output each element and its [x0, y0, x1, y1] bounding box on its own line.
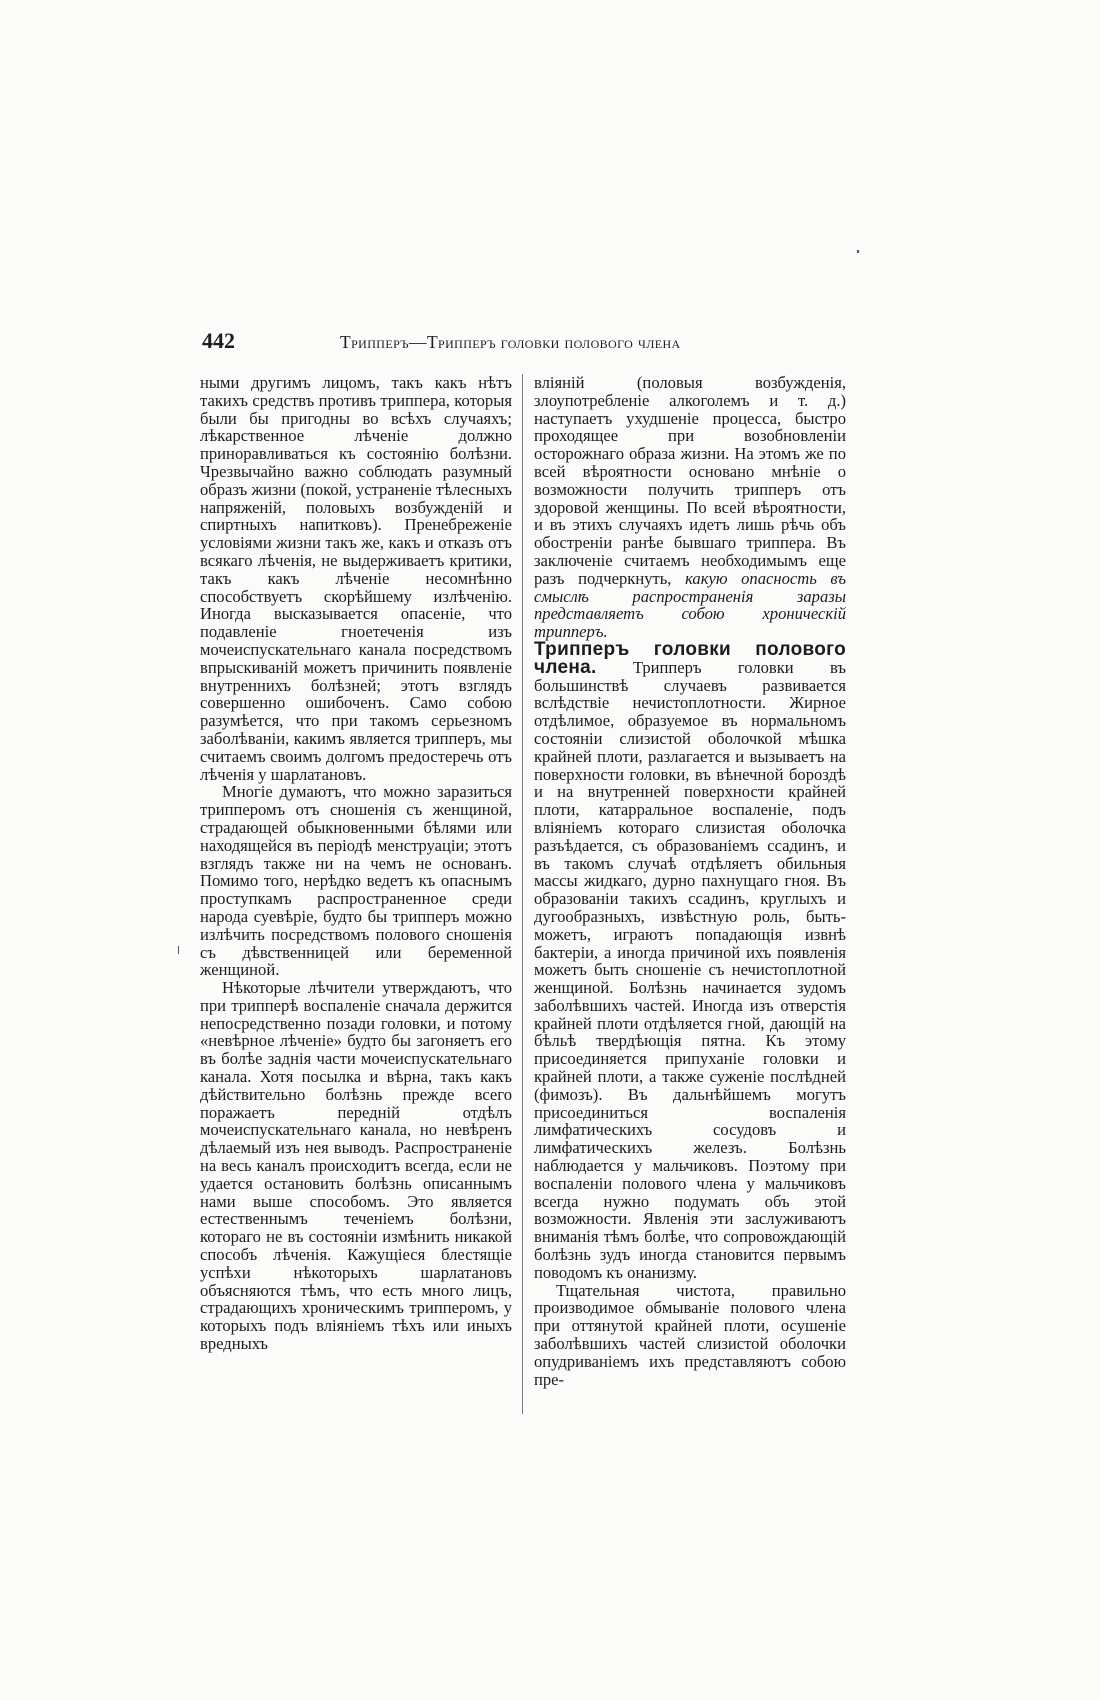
- paragraph-text: Трипперъ головки въ большинствѣ случаевъ развивается вслѣдствіе нечистоплотности. Жирное отдѣлимое, образуемое въ нормальномъ состояніи слизистой оболочкой мѣшка крайней плоти, разлагается и вызываетъ на поверхности головки, въ вѣнечной бороздѣ и на внутренней поверхности крайней плоти, катарральное воспаленіе, подъ вліяніемъ котораго слизистая оболочка разъѣдается, съ образованіемъ ссадинъ, и въ такомъ случаѣ отдѣляетъ обильныя массы жидкаго, дурно пахнущаго гноя. Въ образованіи такихъ ссадинъ, круглыхъ и дугообразныхъ, извѣстную роль, быть-можетъ, играютъ попадающія извнѣ бактеріи, а иногда причиной ихъ появленія можетъ быть сношеніе съ нечистоплотной женщиной. Болѣзнь начинается зудомъ заболѣвшихъ частей. Иногда изъ отверстія крайней плоти отдѣляется гной, дающій на бѣльѣ твердѣющія пятна. Къ этому присоединяется припуханіе головки и крайней плоти, а также суженіе послѣдней (фимозъ). Въ дальнѣйшемъ могутъ присоединиться воспаленія лимфатическихъ сосудовъ и лимфатическихъ железъ. Болѣзнь наблюдается у мальчиковъ. Поэтому при воспаленіи полового члена у мальчиковъ всегда нужно подумать объ этой возможности. Явленія эти заслуживаютъ вниманія тѣмъ болѣе, что сопровождающій болѣзнь зудъ иногда становится первымъ поводомъ къ онанизму.: [534, 657, 846, 1282]
- paragraph: Тщательная чистота, правильно производимое обмываніе полового члена при оттянутой крайней плоти, осушеніе заболѣвшихъ частей слизистой оболочки опудриваніемъ ихъ представляютъ собою пре-: [534, 1280, 846, 1389]
- paragraph: [534, 638, 846, 1282]
- column-divider: [522, 374, 523, 1414]
- section-heading: Трипперъ головки полового члена.: [534, 638, 846, 678]
- running-head: Трипперъ—Трипперъ головки полового члена: [340, 332, 681, 352]
- paragraph: Многіе думаютъ, что можно заразиться трипперомъ отъ сношенія съ женщиной, страдающей обыкновенными бѣлями или находящейся въ періодѣ менструаціи; этотъ взглядъ также ни на чемъ не основанъ. Помимо того, нерѣдко ведетъ къ опаснымъ проступкамъ распространенное среди народа суевѣріе, будто бы трипперъ можно излѣчить посредствомъ полового сношенія съ дѣвственницей или беременной женщиной.: [200, 782, 512, 980]
- left-column: [200, 374, 512, 1353]
- book-page: [200, 328, 845, 1418]
- right-column: [534, 374, 846, 1388]
- paragraph: [534, 374, 846, 641]
- page-header: [200, 328, 845, 358]
- scan-speck: [857, 250, 859, 253]
- paragraph-text: вліяній (половыя возбужденія, злоупотребленіе алкоголемъ и т. д.) наступаетъ ухудшеніе процесса, быстро проходящее при возобновленіи осторожнаго образа жизни. На этомъ же по всей вѣроятности основано мнѣніе о возможности получить трипперъ отъ здоровой женщины. По всей вѣроятности, и въ этихъ случаяхъ идетъ лишь рѣчь объ обостреніи ранѣе бывшаго триппера. Въ заключеніе считаемъ необходимымъ еще разъ подчеркнуть,: [534, 373, 846, 588]
- scan-speck: [178, 946, 179, 954]
- paragraph: ными другимъ лицомъ, такъ какъ нѣтъ такихъ средствъ противъ триппера, которыя были бы пригодны во всѣхъ случаяхъ; лѣкарственное лѣченіе должно приноравливаться къ состоянію болѣзни. Чрезвычайно важно соблюдать разумный образъ жизни (покой, устраненіе тѣлесныхъ напряженій, половыхъ возбужденій и спиртныхъ напитковъ). Пренебреженіе условіями жизни такъ же, какъ и отказъ отъ всякаго лѣченія, не выдерживаетъ критики, такъ какъ лѣченіе несомнѣнно способствуетъ скорѣйшему излѣченію. Иногда высказывается опасеніе, что подавленіе гноетеченія изъ мочеиспускательнаго канала посредствомъ впрыскиваній можетъ причинить появленіе внутреннихъ болѣзней; этотъ взглядъ совершенно ошибоченъ. Само собою разумѣется, что при такомъ серьезномъ заболѣваніи, какимъ является трипперъ, мы считаемъ своимъ долгомъ предостеречь отъ лѣченія у шарлатановъ.: [200, 373, 512, 784]
- page-number: 442: [202, 328, 235, 353]
- paragraph: Нѣкоторые лѣчители утверждаютъ, что при трипперѣ воспаленіе сначала держится непосредственно позади головки, и потому «невѣрное лѣченіе» будто бы загоняетъ его въ болѣе заднія части мочеиспускательнаго канала. Хотя посылка и вѣрна, такъ какъ дѣйствительно болѣзнь прежде всего поражаетъ передній отдѣлъ мочеиспускательнаго канала, но невѣренъ дѣлаемый изъ нея выводъ. Распространеніе на весь каналъ происходитъ всегда, если не удается остановить болѣзнь описаннымъ нами выше способомъ. Это является естественнымъ теченіемъ болѣзни, котораго не въ состояніи измѣнить никакой способъ лѣченія. Кажущіеся блестящіе успѣхи нѣкоторыхъ шарлатановъ объясняются тѣмъ, что есть много лицъ, страдающихъ хроническимъ трипперомъ, у которыхъ подъ вліяніемъ тѣхъ или иныхъ вредныхъ: [200, 978, 512, 1354]
- emphasized-text: какую опасность въ смыслѣ распространенія заразы представляетъ собою хроническій трипперъ.: [534, 568, 846, 642]
